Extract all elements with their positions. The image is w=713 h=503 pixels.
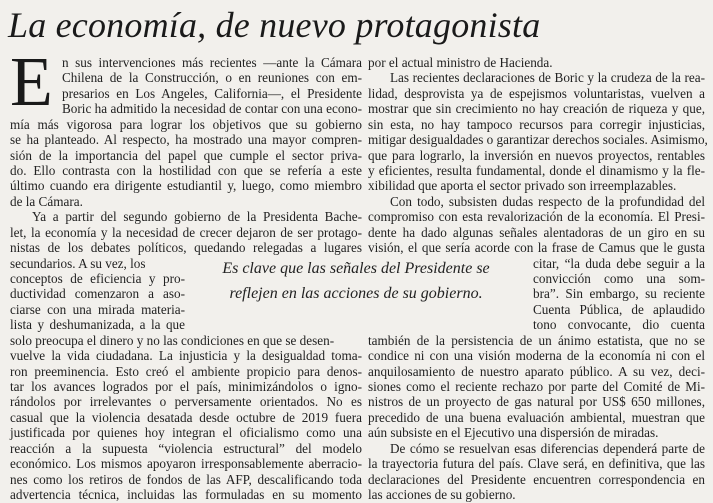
headline: La economía, de nuevo protagonista bbox=[8, 5, 541, 45]
text-line: por el actual ministro de Hacienda. bbox=[368, 55, 553, 70]
text-line: se ha planteado. Al respecto, ha mostrado una mayor compren- bbox=[10, 132, 362, 148]
text-line: citar, “la duda debe seguir a la bbox=[533, 255, 705, 271]
text-line: económico. Los mismos apoyaron irresponsablemente aberracio- bbox=[10, 456, 362, 472]
text-line: let, la economía y la necesidad de crecer dejaron de ser protago- bbox=[10, 224, 362, 240]
text-line: bra”. Sin embargo, su reciente bbox=[533, 286, 705, 302]
text-line: nes como los retiros de fondos de las AFP, descalificando toda bbox=[10, 471, 362, 487]
text-line: reacción a la supuesta “violencia estructural” del modelo bbox=[10, 440, 362, 456]
text-line: De cómo se resuelvan esas diferencias dependerá parte de bbox=[390, 440, 705, 456]
pull-quote-line: Es clave que las señales del Presidente se bbox=[222, 260, 490, 277]
text-line: las acciones de su gobierno. bbox=[368, 487, 516, 502]
text-line: ciarse con una mirada materia- bbox=[10, 301, 185, 317]
text-line: nistas de los debates políticos, quedando relegadas a lugares bbox=[10, 240, 362, 256]
text-line: Las recientes declaraciones de Boric y la crudeza de la rea- bbox=[390, 70, 705, 86]
text-line: do. Ello contrasta con la hostilidad con que se refería a este bbox=[10, 163, 362, 178]
text-line: mostrar que sin crecimiento no hay creación de riqueza y que, bbox=[368, 101, 705, 117]
text-line: mía más vigorosa para lograr los objetivos que su gobierno bbox=[10, 116, 362, 132]
text-line: la trayectoria futura del país. Clave será, en definitiva, que las bbox=[368, 456, 705, 472]
text-line: solo preocupa el dinero y no las condiciones en que se desen- bbox=[10, 332, 335, 348]
text-line: justificada por quienes hoy integran el oficialismo como una bbox=[10, 425, 362, 441]
text-line: Chilena de la Construcción, o en reuniones con em- bbox=[62, 70, 362, 86]
text-line: que para lograrlo, la inversión en nuevos proyectos, rentables bbox=[368, 147, 705, 163]
text-line: Con todo, subsisten dudas respecto de la profundidad del bbox=[390, 193, 705, 209]
text-line: Ya a partir del segundo gobierno de la Presidenta Bache- bbox=[32, 209, 362, 225]
text-line: anquilosamiento de nuestro aparato público. A su vez, deci- bbox=[368, 363, 705, 379]
pull-quote-line: reflejen en las acciones de su gobierno. bbox=[229, 285, 483, 302]
text-line: lista y deshumanizada, a la que bbox=[10, 317, 185, 333]
text-line: secundarios. A su vez, los bbox=[10, 255, 146, 271]
text-line: presarios en Los Angeles, California—, el Presidente bbox=[62, 85, 362, 101]
text-line: lidad, desprovista ya de espejismos voluntaristas, vuelven a bbox=[368, 85, 705, 101]
text-line: tono convocante, dio cuenta bbox=[533, 317, 705, 333]
text-line: declaraciones del Presidente encuentren correspondencia en bbox=[368, 471, 705, 487]
text-line: y eficientes, resulta fundamental, donde el dinamismo y la fle- bbox=[368, 163, 705, 178]
text-line: siones como el reciente rechazo por parte del Comité de Mi- bbox=[368, 379, 705, 394]
text-line: vuelve la vida ciudadana. La injusticia y la desigualdad toma- bbox=[10, 348, 362, 364]
text-line: ductividad comenzaron a aso- bbox=[10, 286, 185, 302]
text-line: sión de la importancia del papel que cumple el sector priva- bbox=[10, 147, 362, 163]
text-line: casual que la violencia desatada desde octubre de 2019 fuera bbox=[10, 409, 362, 425]
text-line: compromiso con esta revalorización de la economía. El Presi- bbox=[368, 209, 705, 225]
text-line: dente ha dado algunas señales alentadoras de un giro en su bbox=[368, 224, 705, 240]
text-line: tar los avances logrados por el país, minimizándolos o igno- bbox=[10, 379, 362, 394]
text-line: n sus intervenciones más recientes —ante la Cámara bbox=[62, 55, 362, 70]
text-line: sin esta, no hay tampoco recursos para corregir injusticias, bbox=[368, 116, 705, 132]
text-line: ron preeminencia. Esto creó el ambiente propicio para denos- bbox=[10, 363, 362, 379]
text-line: Cuenta Pública, de aplaudido bbox=[533, 301, 705, 317]
text-line: mitigar desigualdades o garantizar derechos sociales. Asimismo, bbox=[368, 132, 708, 148]
text-line: también de la persistencia de un ánimo estatista, que no se bbox=[368, 332, 705, 348]
text-line: rándolos por irrelevantes o perversamente orientados. No es bbox=[10, 394, 362, 410]
text-line: último cuando era dirigente estudiantil y, luego, como miembro bbox=[10, 178, 362, 194]
drop-cap: E bbox=[10, 44, 53, 121]
text-line: Boric ha admitido la necesidad de contar con una econo- bbox=[62, 101, 362, 117]
text-line: convicción como una som- bbox=[533, 271, 705, 286]
pull-quote bbox=[197, 256, 515, 306]
text-line: xibilidad que aporta el sector privado son irreemplazables. bbox=[368, 178, 677, 194]
text-line: precedido de una buena evaluación ambiental, muestran que bbox=[368, 409, 705, 425]
text-line: visión, el que sería acorde con la frase de Camus que le gusta bbox=[368, 240, 705, 256]
text-line: nistros de un proyecto de gas natural por US$ 650 millones, bbox=[368, 394, 705, 410]
text-line: condice ni con una visión moderna de la economía ni con el bbox=[368, 348, 705, 364]
text-line: de la Cámara. bbox=[10, 193, 83, 209]
text-line: advertencia técnica, incluidas las formuladas en su momento bbox=[10, 487, 362, 502]
text-line: aún subsiste en el Ejecutivo una dispersión de miradas. bbox=[368, 425, 659, 441]
text-line: conceptos de eficiencia y pro- bbox=[10, 271, 185, 286]
